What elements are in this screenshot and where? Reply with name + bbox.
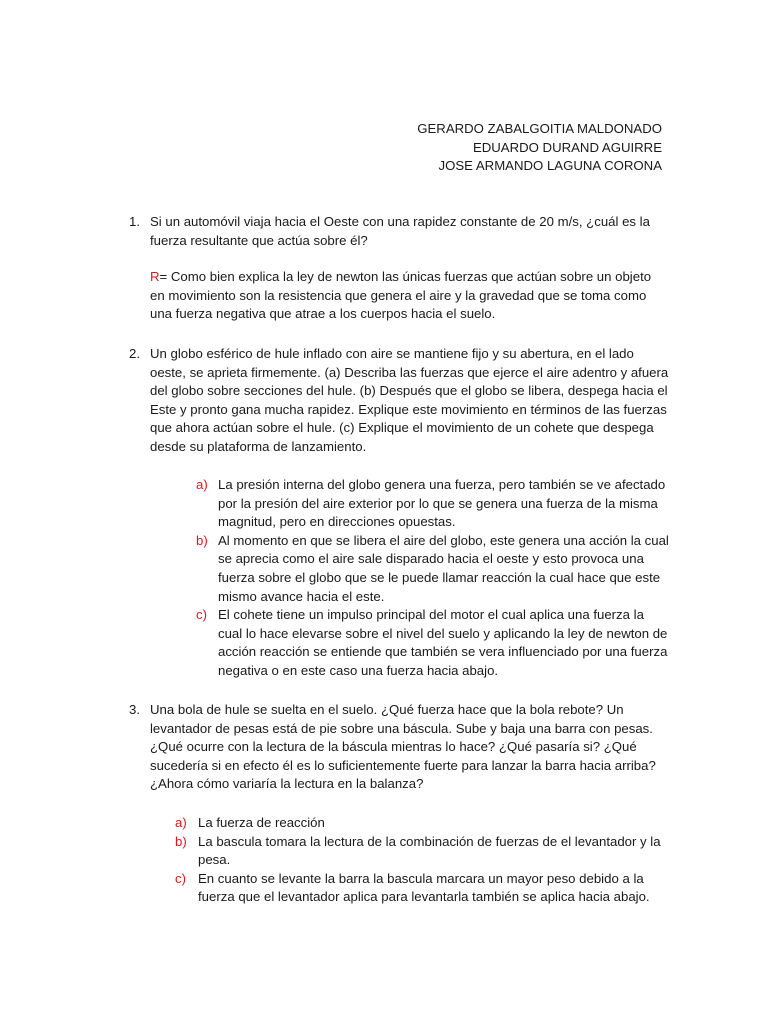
list-item [175, 833, 670, 870]
author-name: EDUARDO DURAND AGUIRRE [472, 139, 662, 155]
item-text: La bascula tomara la lectura de la combinación de fuerzas de el levantador y la pesa. [198, 833, 661, 868]
question-text: Si un automóvil viaja hacia el Oeste con una rapidez constante de 20 m/s, ¿cuál es la fuerza resultante que actúa sobre él? [150, 214, 650, 248]
list-item [175, 870, 670, 907]
answer-list-3 [175, 814, 670, 907]
question-number: 1. [129, 214, 140, 229]
list-item [175, 814, 670, 833]
item-text: El cohete tiene un impulso principal del motor el cual aplica una fuerza la cual lo hace elevarse sobre el nivel del suelo y aplicando la ley de newton de acción reacción se entiende que también se vera influenciado por una fuerza negativa o en este caso una fuerza hacia abajo. [218, 607, 668, 678]
author-name: JOSE ARMANDO LAGUNA CORONA [438, 158, 662, 173]
question-number: 3. [129, 702, 140, 717]
item-text: En cuanto se levante la barra la bascula marcara un mayor peso debido a la fuerza que el levantador aplica para levantarla también se aplica hacia abajo. [198, 870, 650, 905]
item-letter: a) [196, 477, 208, 492]
question-1 [129, 213, 669, 324]
item-text: Al momento en que se libera el aire del globo, este genera una acción la cual se aprecia como el aire sale disparado hacia el oeste y esto provoca una fuerza sobre el globo que se le puede llamar reacción la cual hace que este mismo avance hacia el este. [218, 532, 669, 604]
answer-text [150, 268, 669, 324]
question-text: Una bola de hule se suelta en el suelo. ¿Qué fuerza hace que la bola rebote? Un levantador de pesas está de pie sobre una báscula. Sube y baja una barra con pesas. ¿Qué ocurre con la lectura de la báscula mientras lo hace? ¿Qué pasaría si? ¿Qué sucedería si en efecto él es lo suficientemente fuerte para lanzar la barra hacia arriba? ¿Ahora cómo variaría la lectura en la balanza? [150, 702, 656, 792]
item-letter: b) [175, 833, 187, 849]
item-letter: c) [175, 870, 186, 886]
list-item [196, 606, 670, 680]
question-text: Un globo esférico de hule inflado con aire se mantiene fijo y su abertura, en el lado oeste, se aprieta firmemente. (a) Describa las fuerzas que ejerce el aire adentro y afuera del globo sobre secciones del hule. (b) Después que el globo se libera, despega hacia el Este y pronto gana mucha rapidez. Explique este movimiento en términos de las fuerzas que ahora actúan sobre el hule. (c) Explique el movimiento de un cohete que despega desde su plataforma de lanzamiento. [150, 346, 669, 454]
author-name: GERARDO ZABALGOITIA MALDONADO [417, 121, 662, 136]
answer-list-2 [196, 476, 670, 681]
answer-prefix: R [150, 269, 160, 285]
question-number: 2. [129, 346, 140, 361]
item-letter: a) [175, 815, 187, 830]
author-list [417, 120, 662, 176]
item-letter: b) [196, 532, 208, 548]
item-letter: c) [196, 607, 207, 623]
answer-body: = Como bien explica la ley de newton las únicas fuerzas que actúan sobre un objeto en movimiento son la resistencia que genera el aire y la gravedad que se toma como una fuerza negativa que atrae a los cuerpos hacia el suelo. [150, 269, 652, 322]
list-item [196, 532, 670, 606]
question-3 [129, 701, 669, 794]
list-item [196, 476, 670, 532]
question-2 [129, 345, 669, 457]
item-text: La fuerza de reacción [198, 815, 325, 830]
item-text: La presión interna del globo genera una fuerza, pero también se ve afectado por la presión del aire exterior por lo que se genera una fuerza de la misma magnitud, pero en direcciones opuestas. [218, 477, 666, 530]
